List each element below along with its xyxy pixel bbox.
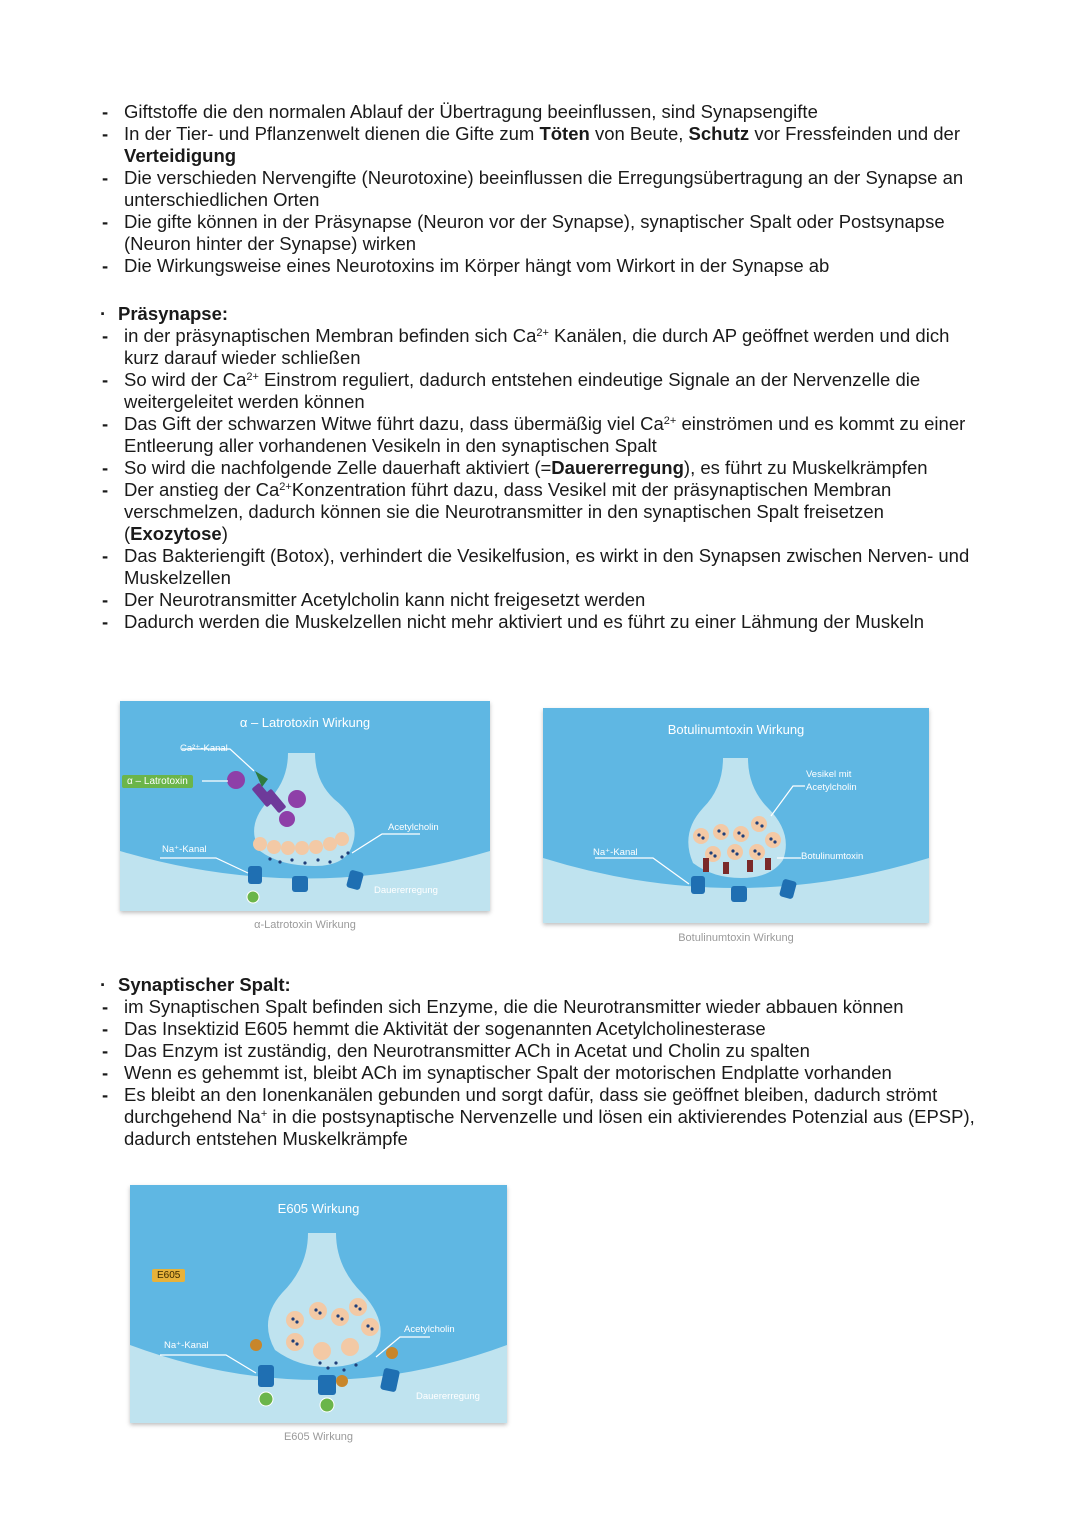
na-channel-label: Na⁺-Kanal <box>164 1340 209 1351</box>
presynaptic-terminal <box>688 758 786 878</box>
vesikel-label: Vesikel mit <box>806 769 852 780</box>
figure-botulinum <box>543 708 929 951</box>
list-item: - Der Neurotransmitter Acetylcholin kann nicht freigesetzt werden <box>100 589 980 611</box>
intro-list <box>100 101 980 277</box>
list-item: - Das Insektizid E605 hemmt die Aktivität der sogenannten Acetylcholinesterase <box>100 1018 980 1040</box>
latrotoxin-diagram <box>120 701 490 911</box>
section-heading-praesynapse: · Präsynapse: <box>100 303 229 324</box>
list-item: - Das Gift der schwarzen Witwe führt dazu, dass übermäßig viel $Ca^{2+}$ einströmen und es kommt zu einer Entleerung aller vorhandenen Vesikeln in den synaptischen Spalt <box>100 413 980 457</box>
na-channel-label: Na⁺-Kanal <box>593 847 638 858</box>
figure-botulinum-image <box>543 708 929 923</box>
list-item: - Der anstieg der $Ca^{2+}Konzentration$ führt dazu, dass Vesikel mit der präsynaptischen Membran verschmelzen, dadurch können sie die Neurotransmitter in den synaptischen Spalt freisetzen (Exozytose) <box>100 479 980 545</box>
list-item: - In der Tier- und Pflanzenwelt dienen die Gifte zum Töten von Beute, Schutz vor Fressfeinden und der Verteidigung <box>100 123 980 167</box>
acetylcholin-label: Acetylcholin <box>388 822 439 833</box>
list-item: - Giftstoffe die den normalen Ablauf der Übertragung beeinflussen, sind Synapsengifte <box>100 101 980 123</box>
list-item: - So wird der $Ca^{2+}$ Einstrom reguliert, dadurch entstehen eindeutige Signale an der Nervenzelle die weitergeleitet werden können <box>100 369 980 413</box>
spalt-list <box>100 996 980 1150</box>
figure-latrotoxin-image <box>120 701 490 911</box>
list-item: - Die gifte können in der Präsynapse (Neuron vor der Synapse), synaptischer Spalt oder Postsynapse (Neuron hinter der Synapse) wirken <box>100 211 980 255</box>
section-heading-spalt: · Synaptischer Spalt: <box>100 974 291 995</box>
figure-title: E605 Wirkung <box>277 1201 360 1216</box>
figure-latrotoxin <box>120 701 490 936</box>
list-item: - Wenn es gehemmt ist, bleibt ACh im synaptischer Spalt der motorischen Endplatte vorhanden <box>100 1062 980 1084</box>
praesynapse-list <box>100 325 980 633</box>
botulinum-diagram <box>543 708 929 923</box>
botulinumtoxin-label: Botulinumtoxin <box>801 851 864 862</box>
list-item: - Das Bakteriengift (Botox), verhindert die Vesikelfusion, es wirkt in den Synapsen zwischen Nerven- und Muskelzellen <box>100 545 980 589</box>
dauererregung-label: Dauererregung <box>416 1391 480 1402</box>
figure-title: Botulinumtoxin Wirkung <box>667 722 805 737</box>
list-item: - im Synaptischen Spalt befinden sich Enzyme, die die Neurotransmitter wieder abbauen können <box>100 996 980 1018</box>
figure-caption: α-Latrotoxin Wirkung <box>254 919 356 931</box>
na-channel-label: Na⁺-Kanal <box>162 844 207 855</box>
dauererregung-label: Dauererregung <box>374 885 438 896</box>
acetylcholin-label: Acetylcholin <box>404 1324 455 1335</box>
figure-e605 <box>130 1185 507 1450</box>
vesikel-label-2: Acetylcholin <box>806 782 857 793</box>
figure-caption: E605 Wirkung <box>283 1431 354 1443</box>
figure-title: α – Latrotoxin Wirkung <box>239 715 371 730</box>
na-ion <box>247 891 259 903</box>
e605-tag: E605 <box>152 1269 185 1282</box>
e605-diagram <box>130 1185 507 1423</box>
list-item: - So wird die nachfolgende Zelle dauerhaft aktiviert (=Dauererregung), es führt zu Muskelkrämpfen <box>100 457 980 479</box>
list-item: - Dadurch werden die Muskelzellen nicht mehr aktiviert und es führt zu einer Lähmung der Muskeln <box>100 611 980 633</box>
figure-e605-image <box>130 1185 507 1423</box>
list-item: - Die Wirkungsweise eines Neurotoxins im Körper hängt vom Wirkort in der Synapse ab <box>100 255 980 277</box>
list-item: - Das Enzym ist zuständig, den Neurotransmitter ACh in Acetat und Cholin zu spalten <box>100 1040 980 1062</box>
list-item: - Die verschieden Nervengifte (Neurotoxine) beeinflussen die Erregungsübertragung an der Synapse an unterschiedlichen Orten <box>100 167 980 211</box>
latrotoxin-tag: α – Latrotoxin <box>122 775 193 788</box>
figure-caption: Botulinumtoxin Wirkung <box>678 932 794 944</box>
list-item: - Es bleibt an den Ionenkanälen gebunden und sorgt dafür, dass sie geöffnet bleiben, dadurch strömt durchgehend Na+ in die postsynaptische Nervenzelle und lösen ein aktivierendes Potenzial aus (EPSP), dadurch entstehen Muskelkrämpfe <box>100 1084 980 1150</box>
list-item: - in der präsynaptischen Membran befinden sich $Ca^{2+}$ Kanälen, die durch AP geöffnet werden und dich kurz darauf wieder schließen <box>100 325 980 369</box>
ca-channel-label: Ca²⁺-Kanal <box>180 743 228 754</box>
